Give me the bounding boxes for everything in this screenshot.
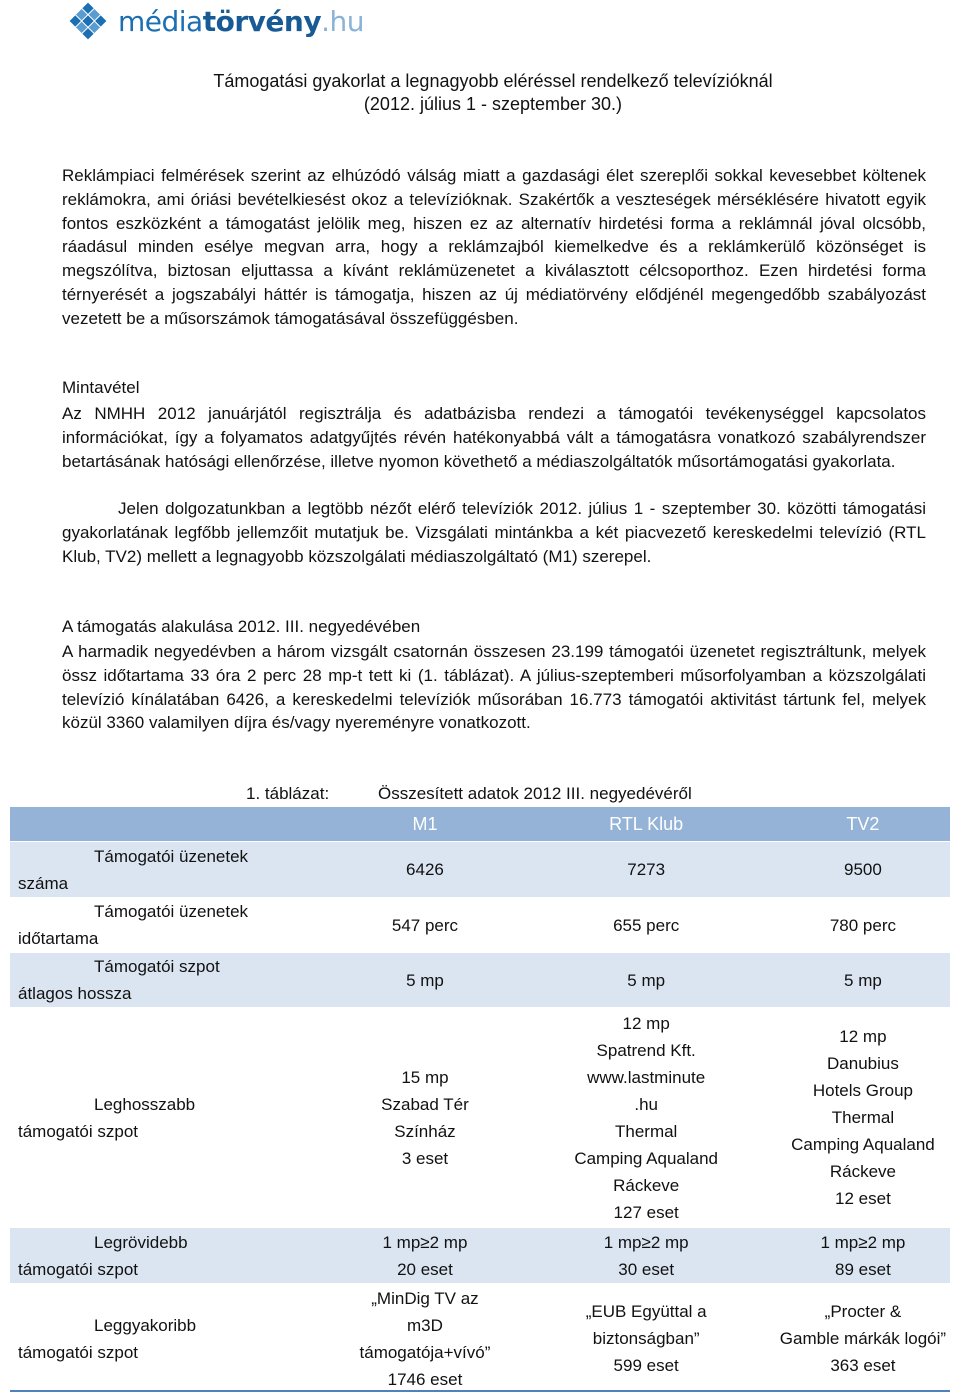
- row-label: Leghosszabb támogatói szpot: [18, 1094, 196, 1141]
- title-line-2: (2012. július 1 - szeptember 30.): [363, 94, 623, 114]
- header-empty-cell: [10, 807, 333, 842]
- section-heading-mintavetel: Mintavétel: [62, 378, 140, 397]
- site-logo[interactable]: [62, 0, 364, 42]
- table-cell: 9500: [776, 842, 950, 898]
- table-cell: 1 mp≥2 mp 20 eset: [333, 1228, 516, 1284]
- table-caption-label: 1. táblázat:: [246, 784, 330, 803]
- diamond-grid-logo-icon: [62, 2, 114, 40]
- table-cell: 5 mp: [333, 953, 516, 1008]
- section-heading-tamogatas: A támogatás alakulása 2012. III. negyedévében: [62, 617, 421, 636]
- table-cell: 655 perc: [613, 915, 680, 935]
- table-row: [10, 1284, 950, 1394]
- table-cell: 5 mp: [776, 953, 950, 1008]
- document-title: [62, 70, 924, 116]
- table-row: [10, 953, 950, 1008]
- table-cell: 12 mp Spatrend Kft. www.lastminute .hu Thermal Camping Aqualand Ráckeve 127 eset: [574, 1013, 718, 1222]
- table-cell: 6426: [333, 842, 516, 898]
- table-row: [10, 898, 950, 953]
- table-cell: 15 mp Szabad Tér Színház 3 eset: [381, 1067, 469, 1168]
- table-caption: [246, 784, 692, 804]
- table-cell: „EUB Együttal a biztonságban” 599 eset: [585, 1302, 707, 1375]
- table-row: [10, 1008, 950, 1228]
- table-cell: 547 perc: [391, 915, 459, 935]
- table-caption-title: Összesített adatok 2012 III. negyedévéről: [378, 784, 692, 803]
- row-label: Támogatói szpot átlagos hossza: [10, 953, 333, 1008]
- table-bottom-border: [10, 1390, 950, 1392]
- table-cell: 5 mp: [516, 953, 775, 1008]
- table-cell: 1 mp≥2 mp 89 eset: [776, 1228, 950, 1284]
- summary-table: [10, 807, 950, 1394]
- mintavetel-paragraph: Az NMHH 2012 januárjától regisztrálja és adatbázisba rendezi a támogatói tevékenységgel kapcsolatos információkat, így a folyamatos adatgyűjtés révén hatékonyabbá vált a támogatásra vonatkozó szabályrendszer betartásának hatósági ellenőrzése, illetve nyomon követhető a médiaszolgáltatók műsortámogatási gyakorlata.: [62, 404, 926, 471]
- intro-paragraph: Reklámpiaci felmérések szerint az elhúzódó válság miatt a gazdasági élet szereplői sokkal kevesebbet költenek reklámokra, ami óriási bevételkiesést okoz a televízióknak. Szakértők a veszteségek mérséklésére hivatott egyik fontos eszközként a támogatást jelölik meg, hiszen ez az alternatív hirdetési forma a reklámnál jóval olcsóbb, ráadásul minden esélye megvan arra, hogy a reklámzajból kiemelkedve és a reklámkerülő közönséget is megszólítva, biztosan eljuttassa a kívánt reklámüzenetet a kiválasztott célcsoporthoz. Ezen hirdetési forma térnyerését a jogszabályi háttér is támogatja, hiszen az új médiatörvény elődjénél megengedőbb szabályozást vezetett be a műsorszámok támogatásával összefüggésben.: [62, 166, 926, 328]
- row-label: Támogatói üzenetek száma: [10, 842, 333, 898]
- results-paragraph: A harmadik negyedévben a három vizsgált csatornán összesen 23.199 támogatói üzenetet regisztráltunk, melyek össz időtartama 33 óra 2 perc 28 mp-t tett ki (1. táblázat). A július-szeptemberi műsorfolyamban a közszolgálati televízió kínálatában 6426, a kereskedelmi televíziók műsorában 16.773 támogatói aktivitást tártunk fel, melyek közül 3360 valamilyen díjra és/vagy nyereményre vonatkozott.: [62, 642, 926, 733]
- header-m1: M1: [333, 807, 516, 842]
- table-cell: 12 mp Danubius Hotels Group Thermal Camping Aqualand Ráckeve 12 eset: [791, 1027, 935, 1208]
- row-label: Legrövidebb támogatói szpot: [10, 1228, 333, 1284]
- logo-text: médiatörvény.hu: [118, 4, 364, 38]
- table-row: [10, 842, 950, 898]
- title-line-1: Támogatási gyakorlat a legnagyobb eléréssel rendelkező televízióknál: [213, 71, 773, 91]
- header-rtl-klub: RTL Klub: [516, 807, 775, 842]
- table-header-row: [10, 807, 950, 842]
- row-label: Leggyakoribb támogatói szpot: [18, 1315, 197, 1362]
- header-tv2: TV2: [776, 807, 950, 842]
- table-cell: 7273: [516, 842, 775, 898]
- table-reference-link[interactable]: 1. táblázat: [423, 665, 504, 685]
- table-cell: 780 perc: [829, 915, 897, 935]
- table-row: [10, 1228, 950, 1284]
- scope-paragraph: Jelen dolgozatunkban a legtöbb nézőt elérő televíziók 2012. július 1 - szeptember 30. közötti támogatási gyakorlatának legfőbb jellemzőit mutatjuk be. Vizsgálati mintánkba a két piacvezető kereskedelmi televízió (RTL Klub, TV2) mellett a legnagyobb közszolgálati médiaszolgáltató (M1) szerepel.: [62, 499, 926, 566]
- row-label: Támogatói üzenetek időtartama: [18, 902, 249, 948]
- table-cell: 1 mp≥2 mp 30 eset: [516, 1228, 775, 1284]
- table-cell: „MinDig TV az m3D támogatója+vívó” 1746 eset: [359, 1288, 491, 1389]
- table-cell: „Procter & Gamble márkák logói” 363 eset: [779, 1302, 947, 1375]
